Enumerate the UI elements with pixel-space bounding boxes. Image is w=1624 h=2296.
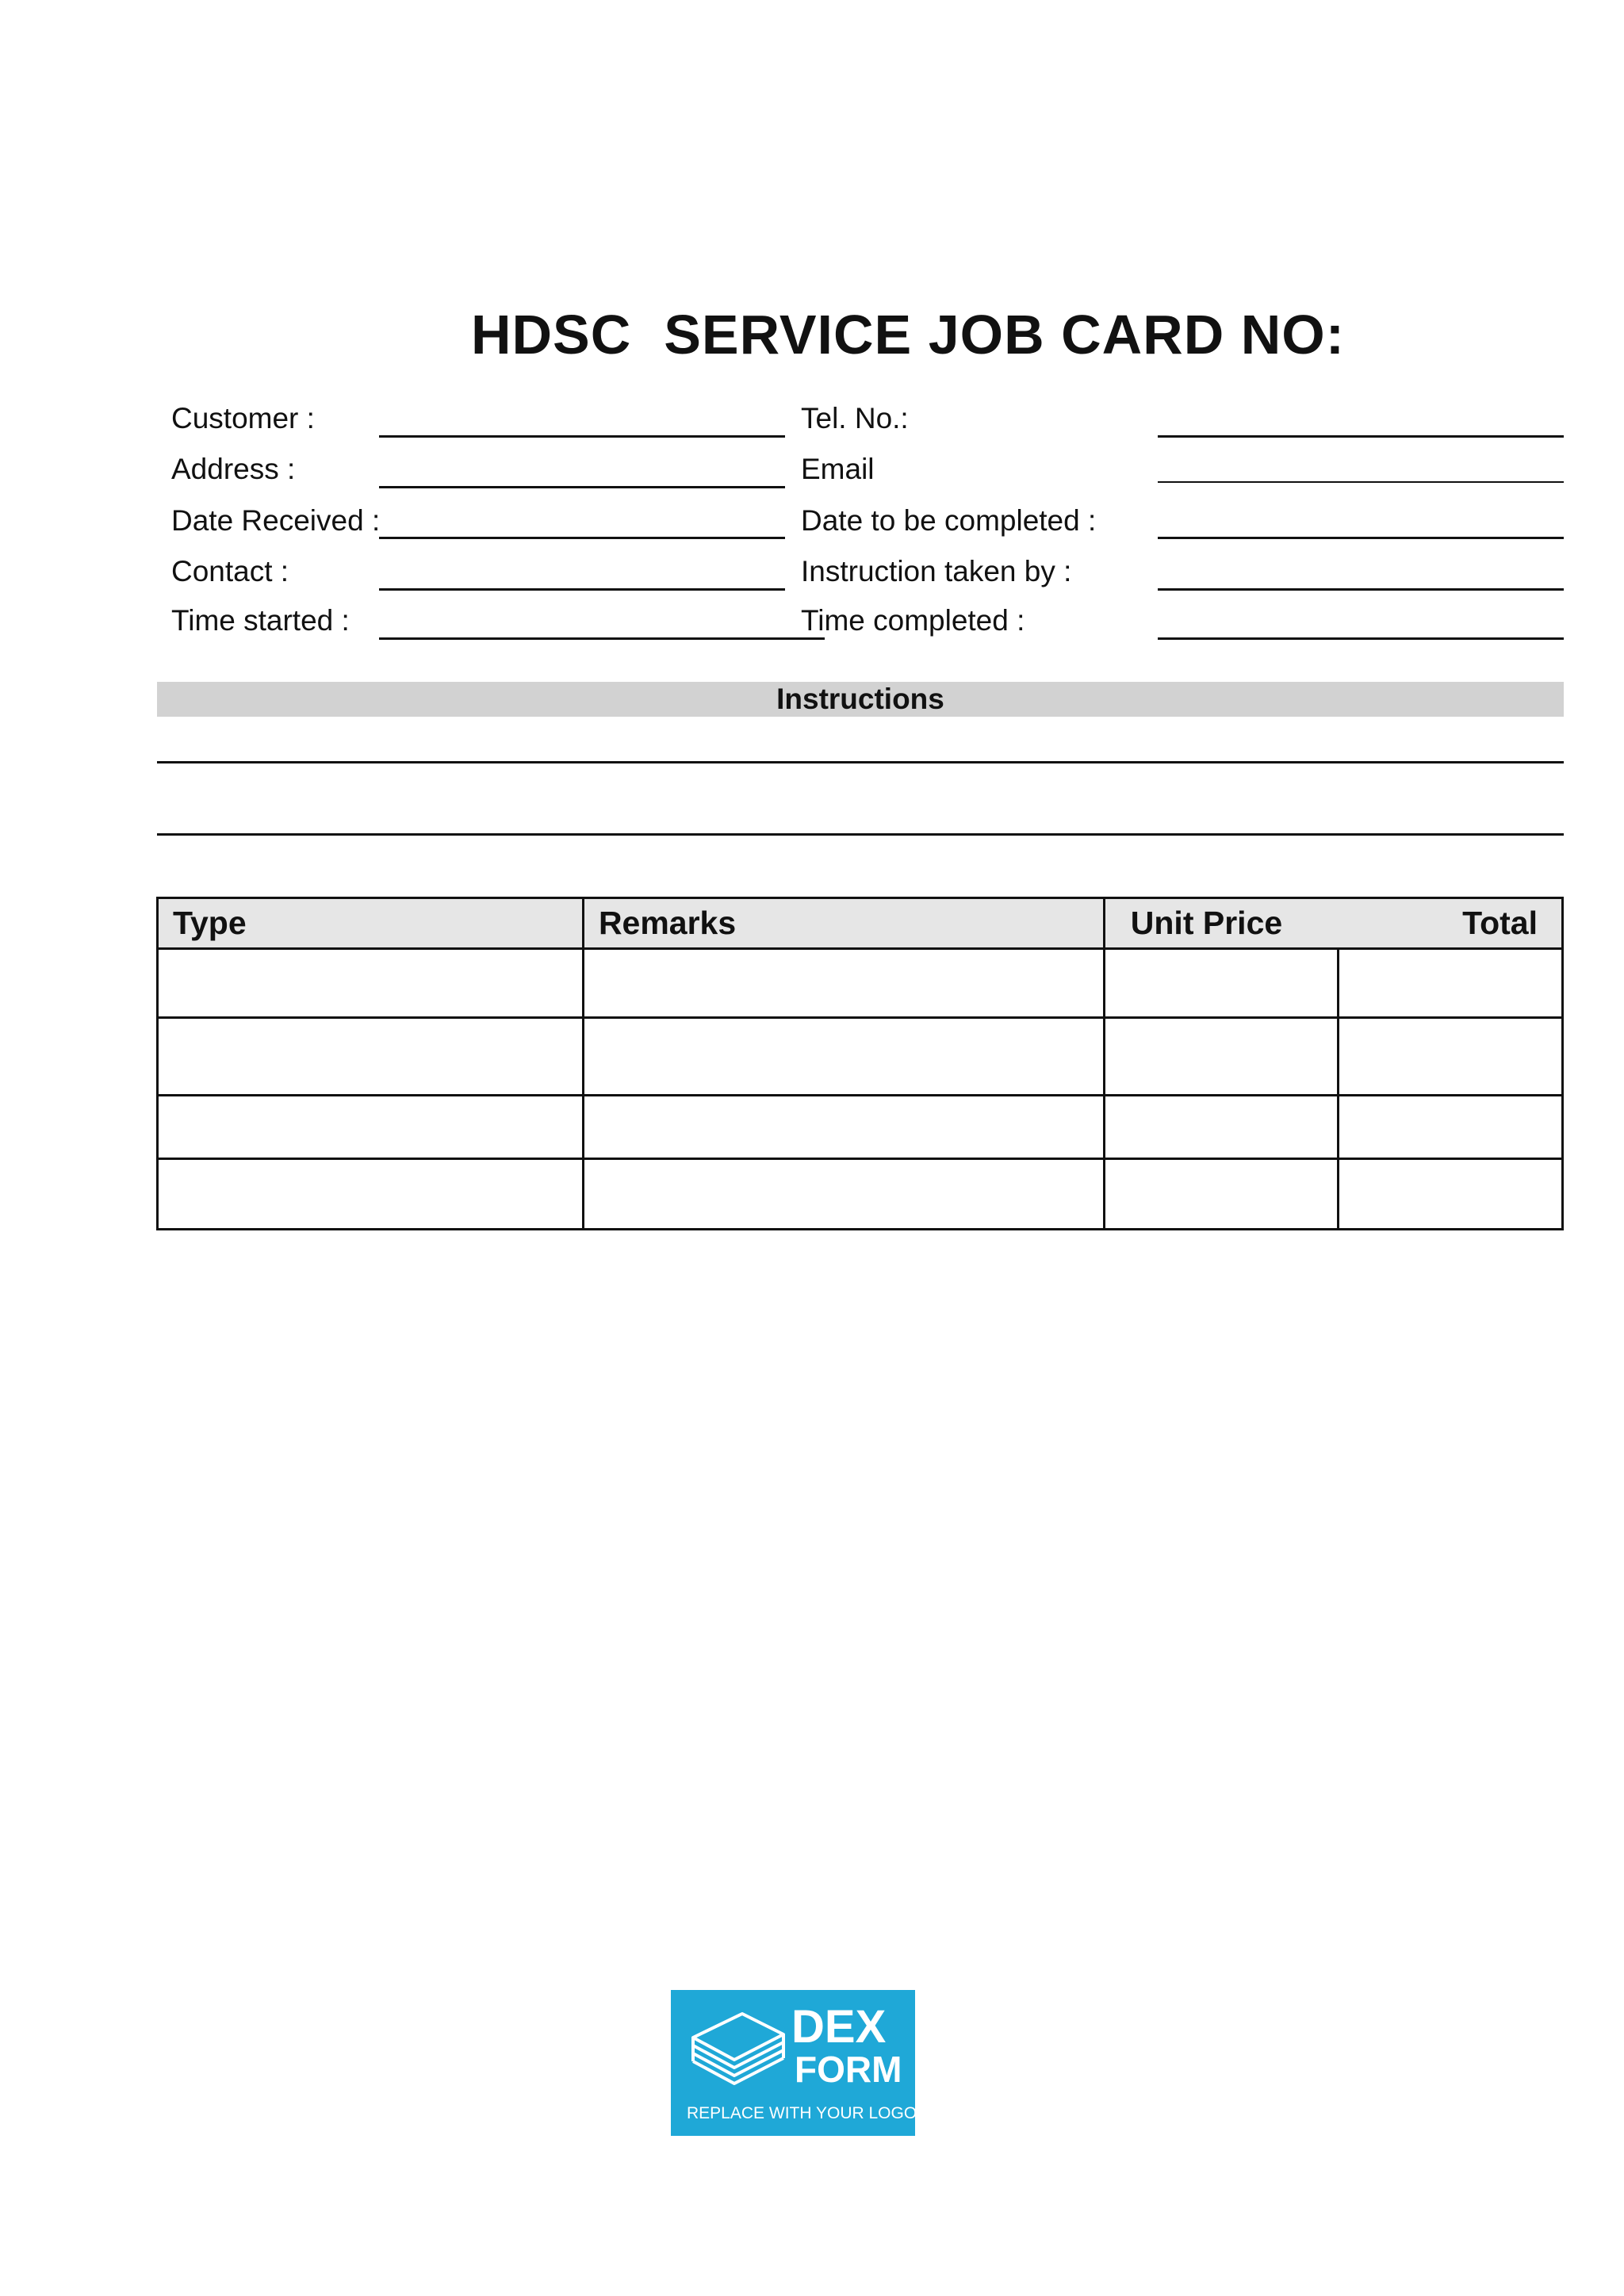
unit-price-cell[interactable]: [1104, 1018, 1339, 1096]
address-field[interactable]: [379, 486, 785, 488]
time-completed-field[interactable]: [1158, 637, 1564, 640]
table-row: [158, 949, 1563, 1018]
table-row: [158, 1018, 1563, 1096]
contact-label: Contact :: [171, 555, 289, 587]
contact-field[interactable]: [379, 588, 785, 591]
email-label: Email: [801, 453, 875, 485]
type-cell[interactable]: [158, 1018, 584, 1096]
total-header: Total: [1339, 898, 1563, 949]
instruction-taken-by-field[interactable]: [1158, 588, 1564, 591]
total-cell[interactable]: [1339, 1018, 1563, 1096]
instructions-line-2[interactable]: [157, 833, 1564, 836]
type-cell[interactable]: [158, 1096, 584, 1159]
table-row: [158, 1159, 1563, 1230]
remarks-cell[interactable]: [583, 949, 1104, 1018]
logo: [671, 1990, 915, 2136]
unit-price-cell[interactable]: [1104, 1159, 1339, 1230]
items-table: [156, 897, 1564, 1230]
time-started-label: Time started :: [171, 604, 350, 637]
instructions-heading: Instructions: [157, 682, 1564, 717]
customer-field[interactable]: [379, 435, 785, 438]
time-completed-label: Time completed :: [801, 604, 1025, 637]
table-header-row: [158, 898, 1563, 949]
total-cell[interactable]: [1339, 949, 1563, 1018]
type-cell[interactable]: [158, 1159, 584, 1230]
remarks-cell[interactable]: [583, 1159, 1104, 1230]
date-to-complete-label: Date to be completed :: [801, 504, 1097, 537]
logo-tagline: REPLACE WITH YOUR LOGO: [687, 2104, 917, 2122]
tel-label: Tel. No.:: [801, 402, 909, 434]
date-to-complete-field[interactable]: [1158, 537, 1564, 539]
type-cell[interactable]: [158, 949, 584, 1018]
date-received-field[interactable]: [379, 537, 785, 539]
unit-price-cell[interactable]: [1104, 949, 1339, 1018]
table-row: [158, 1096, 1563, 1159]
tel-field[interactable]: [1158, 435, 1564, 438]
remarks-header: Remarks: [583, 898, 1104, 949]
remarks-cell[interactable]: [583, 1018, 1104, 1096]
type-header: Type: [158, 898, 584, 949]
unit-price-header: Unit Price: [1104, 898, 1339, 949]
email-field[interactable]: [1158, 481, 1564, 483]
logo-text-dex: DEX: [791, 2001, 887, 2053]
paper-stack-icon: [687, 2004, 788, 2091]
total-cell[interactable]: [1339, 1159, 1563, 1230]
time-started-field[interactable]: [379, 637, 825, 640]
instruction-taken-by-label: Instruction taken by :: [801, 555, 1072, 587]
page-title: HDSC SERVICE JOB CARD NO:: [470, 304, 1346, 365]
unit-price-cell[interactable]: [1104, 1096, 1339, 1159]
date-received-label: Date Received :: [171, 504, 381, 537]
instructions-line-1[interactable]: [157, 761, 1564, 763]
total-cell[interactable]: [1339, 1096, 1563, 1159]
remarks-cell[interactable]: [583, 1096, 1104, 1159]
customer-label: Customer :: [171, 402, 315, 434]
address-label: Address :: [171, 453, 296, 485]
logo-text-form: FORM: [795, 2049, 902, 2090]
